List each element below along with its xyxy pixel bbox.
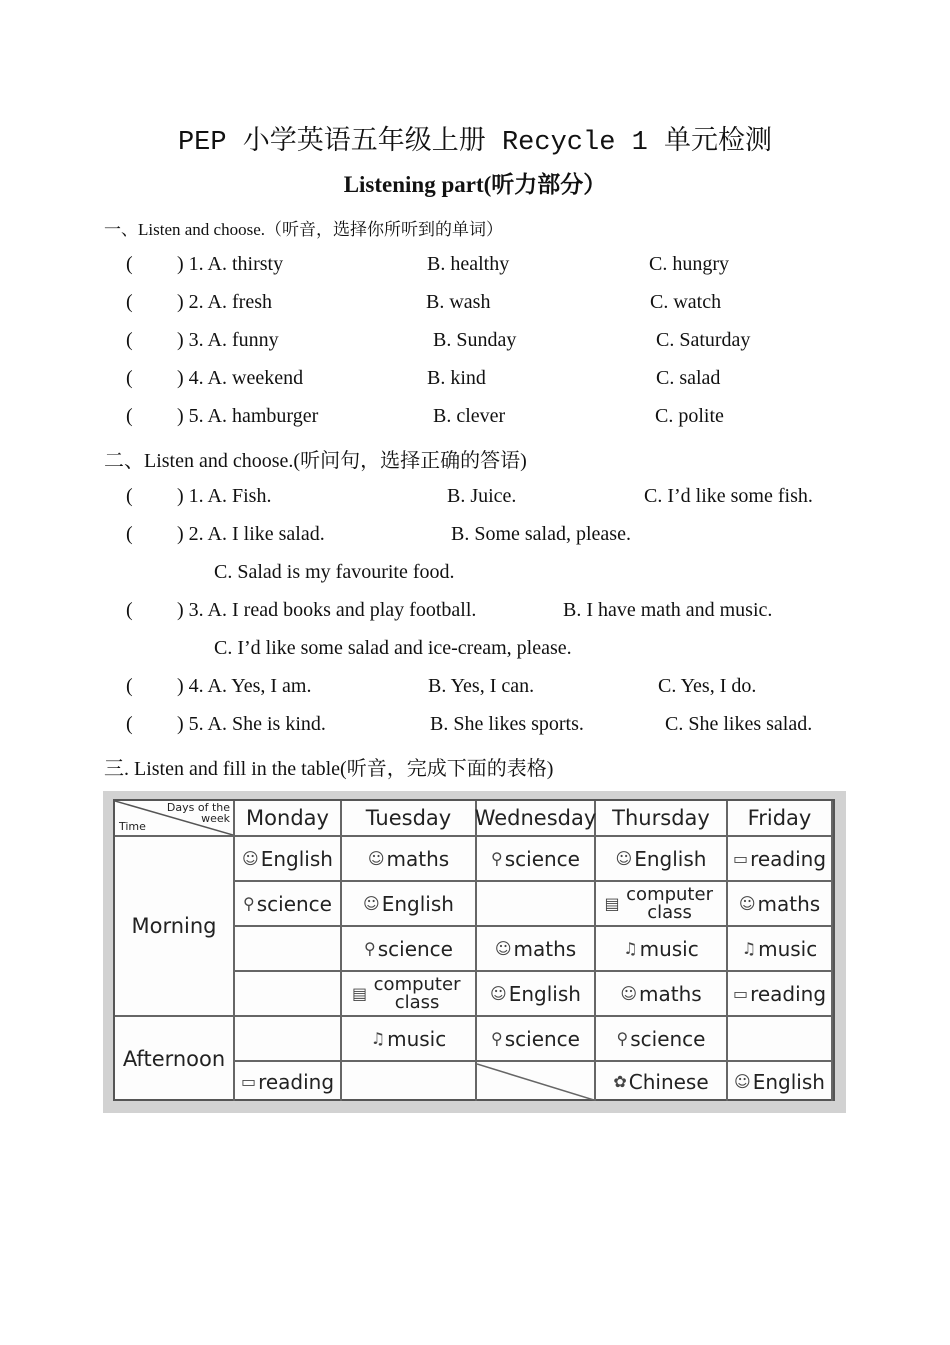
thu-pm-1: ⚲ science (596, 1017, 728, 1062)
option-b: B. Sunday (433, 329, 517, 351)
option-b: B. wash (426, 291, 491, 313)
cell-diagonal (477, 1062, 594, 1101)
option-a: ) 2. A. fresh (177, 291, 272, 313)
wed-am-2 (477, 882, 596, 927)
answer-blank[interactable]: ( (126, 675, 133, 697)
answer-blank[interactable]: ( (126, 405, 133, 427)
header-tuesday: Tuesday (342, 801, 477, 837)
answer-blank[interactable]: ( (126, 329, 133, 351)
music-note-icon: ♫ (623, 939, 638, 958)
lantern-icon: ✿ (613, 1072, 627, 1091)
option-c: C. She likes salad. (665, 713, 813, 735)
option-c: C. watch (650, 291, 722, 313)
page-subtitle: Listening part(听力部分） (343, 172, 607, 197)
mon-am-1: ☺ English (235, 837, 342, 882)
book-icon: ▭ (732, 849, 749, 868)
option-a: ) 1. A. thirsty (177, 253, 284, 275)
masks-icon: ☺ (620, 984, 637, 1003)
wed-am-3: ☺ maths (477, 927, 596, 972)
option-b: B. I have math and music. (563, 599, 773, 621)
timetable (113, 799, 835, 1101)
mon-am-4 (235, 972, 342, 1017)
option-a: ) 3. A. I read books and play football. (177, 599, 477, 621)
afternoon-label: Afternoon (115, 1017, 235, 1101)
header-wednesday: Wednesday (477, 801, 596, 837)
answer-blank[interactable]: ( (126, 367, 133, 389)
masks-icon: ☺ (242, 849, 259, 868)
answer-blank[interactable]: ( (126, 713, 133, 735)
wed-am-4: ☺ English (477, 972, 596, 1017)
option-a: ) 5. A. hamburger (177, 405, 319, 427)
mon-am-3 (235, 927, 342, 972)
fri-pm-1 (728, 1017, 833, 1062)
section2-heading: 二、Listen and choose.(听问句，选择正确的答语) (104, 450, 527, 472)
fri-pm-2: ☺ English (728, 1062, 833, 1101)
option-b: B. Juice. (447, 485, 517, 507)
option-c: C. hungry (649, 253, 729, 275)
masks-icon: ☺ (490, 984, 507, 1003)
masks-icon: ☺ (363, 894, 380, 913)
option-b: B. kind (427, 367, 486, 389)
thu-am-3: ♫ music (596, 927, 728, 972)
option-a: ) 2. A. I like salad. (177, 523, 325, 545)
answer-blank[interactable]: ( (126, 291, 133, 313)
fri-am-3: ♫ music (728, 927, 833, 972)
magnifier-icon: ⚲ (491, 1029, 503, 1048)
wed-pm-2 (477, 1062, 596, 1101)
corner-top-label: Days of the week (166, 801, 230, 825)
option-b: B. She likes sports. (430, 713, 584, 735)
answer-blank[interactable]: ( (126, 599, 133, 621)
option-c: C. Yes, I do. (658, 675, 757, 697)
wed-am-1: ⚲ science (477, 837, 596, 882)
section3-heading: 三. Listen and fill in the table(听音，完成下面的表格) (104, 758, 554, 780)
tue-am-2: ☺ English (342, 882, 477, 927)
option-b: B. Yes, I can. (428, 675, 535, 697)
tue-am-1: ☺ maths (342, 837, 477, 882)
tue-pm-2 (342, 1062, 477, 1101)
header-friday: Friday (728, 801, 833, 837)
masks-icon: ☺ (615, 849, 633, 868)
fri-am-4: ▭ reading (728, 972, 833, 1017)
header-monday: Monday (235, 801, 342, 837)
option-c: C. Saturday (656, 329, 751, 351)
option-a: ) 4. A. weekend (177, 367, 304, 389)
mon-pm-2: ▭ reading (235, 1062, 342, 1101)
section1-heading: 一、Listen and choose.（听音，选择你所听到的单词） (104, 220, 503, 239)
option-a: ) 1. A. Fish. (177, 485, 272, 507)
magnifier-icon: ⚲ (616, 1029, 629, 1048)
wed-pm-1: ⚲ science (477, 1017, 596, 1062)
mon-am-2: ⚲ science (235, 882, 342, 927)
book-icon: ▭ (240, 1072, 257, 1091)
computer-icon: ▤ (351, 984, 368, 1003)
option-c: C. I’d like some salad and ice-cream, please. (214, 637, 572, 659)
masks-icon: ☺ (494, 939, 512, 958)
option-a: ) 4. A. Yes, I am. (177, 675, 312, 697)
header-thursday: Thursday (596, 801, 728, 837)
option-b: B. healthy (427, 253, 510, 275)
answer-blank[interactable]: ( (126, 523, 133, 545)
masks-icon: ☺ (367, 849, 385, 868)
tue-am-4: ▤ computer class (342, 972, 477, 1017)
thu-am-2: ▤ computer class (596, 882, 728, 927)
answer-blank[interactable]: ( (126, 485, 133, 507)
tue-am-3: ⚲ science (342, 927, 477, 972)
mon-pm-1 (235, 1017, 342, 1062)
option-a: ) 5. A. She is kind. (177, 713, 326, 735)
option-a: ) 3. A. funny (177, 329, 279, 351)
option-c: C. salad (656, 367, 721, 389)
thu-am-4: ☺ maths (596, 972, 728, 1017)
tue-pm-1: ♫ music (342, 1017, 477, 1062)
thu-pm-2: ✿ Chinese (596, 1062, 728, 1101)
option-b: B. Some salad, please. (451, 523, 631, 545)
timetable-corner (115, 801, 235, 837)
computer-icon: ▤ (604, 894, 620, 913)
option-c: C. Salad is my favourite food. (214, 561, 455, 583)
page-title: PEP 小学英语五年级上册 Recycle 1 单元检测 (177, 128, 773, 158)
book-icon: ▭ (732, 984, 749, 1003)
option-c: C. polite (655, 405, 724, 427)
fri-am-2: ☺ maths (728, 882, 833, 927)
music-note-icon: ♫ (370, 1029, 386, 1048)
corner-bottom-label: Time (119, 820, 146, 833)
masks-icon: ☺ (734, 1072, 751, 1091)
magnifier-icon: ⚲ (243, 894, 255, 913)
timetable-image (103, 791, 846, 1113)
thu-am-1: ☺ English (596, 837, 728, 882)
option-c: C. I’d like some fish. (644, 485, 813, 507)
fri-am-1: ▭ reading (728, 837, 833, 882)
answer-blank[interactable]: ( (126, 253, 133, 275)
magnifier-icon: ⚲ (491, 849, 503, 868)
morning-label: Morning (115, 837, 235, 1017)
magnifier-icon: ⚲ (364, 939, 376, 958)
option-b: B. clever (433, 405, 506, 427)
music-note-icon: ♫ (741, 939, 757, 958)
masks-icon: ☺ (738, 894, 756, 913)
